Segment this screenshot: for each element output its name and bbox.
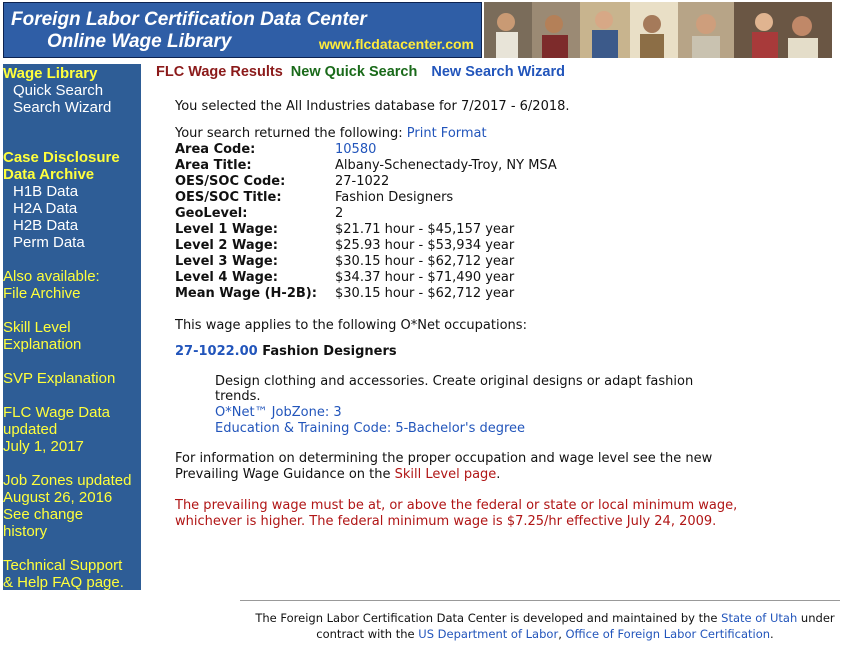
onet-code-link[interactable]: 27-1022.00 (175, 344, 258, 359)
sidebar-item-perm[interactable]: Perm Data (13, 234, 85, 251)
sidebar (3, 64, 141, 590)
result-label: OES/SOC Title: (175, 190, 282, 205)
result-value: $30.15 hour - $62,712 year (335, 254, 515, 269)
sidebar-item-file-archive[interactable]: File Archive (3, 285, 81, 302)
search-returned-line (175, 126, 487, 141)
area-code-link[interactable]: 10580 (335, 142, 377, 157)
print-format-link[interactable]: Print Format (406, 126, 487, 141)
header-photos (484, 2, 832, 58)
info-text-pre: Prevailing Wage Guidance on the (175, 467, 395, 482)
result-label: Level 4 Wage: (175, 270, 278, 285)
jobzone-link[interactable]: O*Net™ JobZone: 3 (215, 405, 342, 420)
sidebar-change-history[interactable]: See change (3, 506, 84, 523)
footer (250, 610, 840, 642)
result-value: $30.15 hour - $62,712 year (335, 286, 515, 301)
footer-text-1: The Foreign Labor Certification Data Center is developed and maintained by the (255, 611, 722, 625)
footer-divider (240, 600, 840, 601)
result-value: Albany-Schenectady-Troy, NY MSA (335, 158, 557, 173)
info-text-post: . (496, 467, 501, 482)
sidebar-heading-case-disclosure[interactable]: Case Disclosure (3, 149, 120, 166)
photo-collage (484, 2, 832, 58)
result-value: $21.71 hour - $45,157 year (335, 222, 515, 237)
sidebar-item-svp[interactable]: SVP Explanation (3, 370, 116, 387)
sidebar-technical-support[interactable]: Technical Support (3, 557, 123, 574)
result-label: GeoLevel: (175, 206, 248, 221)
sidebar-item-h2a[interactable]: H2A Data (13, 200, 78, 217)
sidebar-flc-updated-2[interactable]: updated (3, 421, 58, 438)
applies-text: This wage applies to the following O*Net occupations: (175, 318, 527, 333)
sidebar-flc-updated[interactable]: FLC Wage Data (3, 404, 110, 421)
search-returned-text: Your search returned the following: (175, 126, 403, 141)
sidebar-heading-data-archive[interactable]: Data Archive (3, 166, 95, 183)
footer-text-2: under contract with the (316, 611, 835, 641)
minimum-wage-warning-2: whichever is higher. The federal minimum wage is $7.25/hr effective July 24, 2009. (175, 514, 717, 529)
us-dol-link[interactable]: US Department of Labor (418, 627, 559, 641)
result-value: $34.37 hour - $71,490 year (335, 270, 515, 285)
sidebar-help-faq[interactable]: & Help FAQ page. (3, 574, 124, 591)
result-value: $25.93 hour - $53,934 year (335, 238, 515, 253)
education-link[interactable]: Education & Training Code: 5-Bachelor's degree (215, 421, 526, 436)
sidebar-item-search-wizard[interactable]: Search Wizard (13, 99, 112, 116)
nav-new-search-wizard[interactable]: New Search Wizard (431, 64, 565, 80)
result-label: Level 1 Wage: (175, 222, 278, 237)
onet-title: Fashion Designers (262, 344, 397, 359)
sidebar-item-quick-search[interactable]: Quick Search (13, 82, 104, 99)
selected-database-text: You selected the All Industries database for 7/2017 - 6/2018. (175, 99, 570, 114)
sidebar-jobzones-updated[interactable]: Job Zones updated (3, 472, 132, 489)
info-text: For information on determining the proper occupation and wage level see the new (175, 451, 713, 466)
banner-title: Foreign Labor Certification Data Center (11, 9, 367, 30)
result-value: 27-1022 (335, 174, 390, 189)
sidebar-item-h1b[interactable]: H1B Data (13, 183, 79, 200)
info-text-line2 (175, 467, 500, 482)
footer-text-4: . (770, 627, 774, 641)
oflc-link[interactable]: Office of Foreign Labor Certification (565, 627, 771, 641)
result-label: Level 3 Wage: (175, 254, 278, 269)
sidebar-flc-updated-date[interactable]: July 1, 2017 (3, 438, 84, 455)
occupation-description-cont: trends. (215, 389, 261, 404)
footer-text-3: , (558, 627, 566, 641)
result-label: Level 2 Wage: (175, 238, 278, 253)
nav-flc-wage-results: FLC Wage Results (156, 64, 283, 80)
occupation-description: Design clothing and accessories. Create original designs or adapt fashion (215, 374, 694, 389)
skill-level-page-link[interactable]: Skill Level page (394, 467, 497, 482)
result-label: OES/SOC Code: (175, 174, 286, 189)
minimum-wage-warning: The prevailing wage must be at, or above the federal or state or local minimum wage, (175, 498, 738, 513)
state-of-utah-link[interactable]: State of Utah (721, 611, 798, 625)
result-label: Area Title: (175, 158, 252, 173)
sidebar-jobzones-date[interactable]: August 26, 2016 (3, 489, 113, 506)
result-label: Area Code: (175, 142, 256, 157)
result-value: Fashion Designers (335, 190, 454, 205)
banner-subtitle: Online Wage Library (47, 31, 232, 52)
sidebar-item-skill-level-explanation[interactable]: Explanation (3, 336, 82, 353)
result-label: Mean Wage (H-2B): (175, 286, 317, 301)
sidebar-item-h2b[interactable]: H2B Data (13, 217, 79, 234)
onet-occupation (175, 344, 397, 359)
sidebar-change-history-2[interactable]: history (3, 523, 48, 540)
header-banner (3, 2, 482, 58)
top-nav (156, 64, 565, 80)
result-value: 2 (335, 206, 344, 221)
sidebar-item-skill-level[interactable]: Skill Level (3, 319, 71, 336)
sidebar-heading-wage-library[interactable]: Wage Library (3, 65, 98, 82)
banner-url: www.flcdatacenter.com (318, 36, 474, 52)
sidebar-also-available: Also available: (3, 268, 100, 285)
nav-new-quick-search[interactable]: New Quick Search (290, 64, 418, 80)
